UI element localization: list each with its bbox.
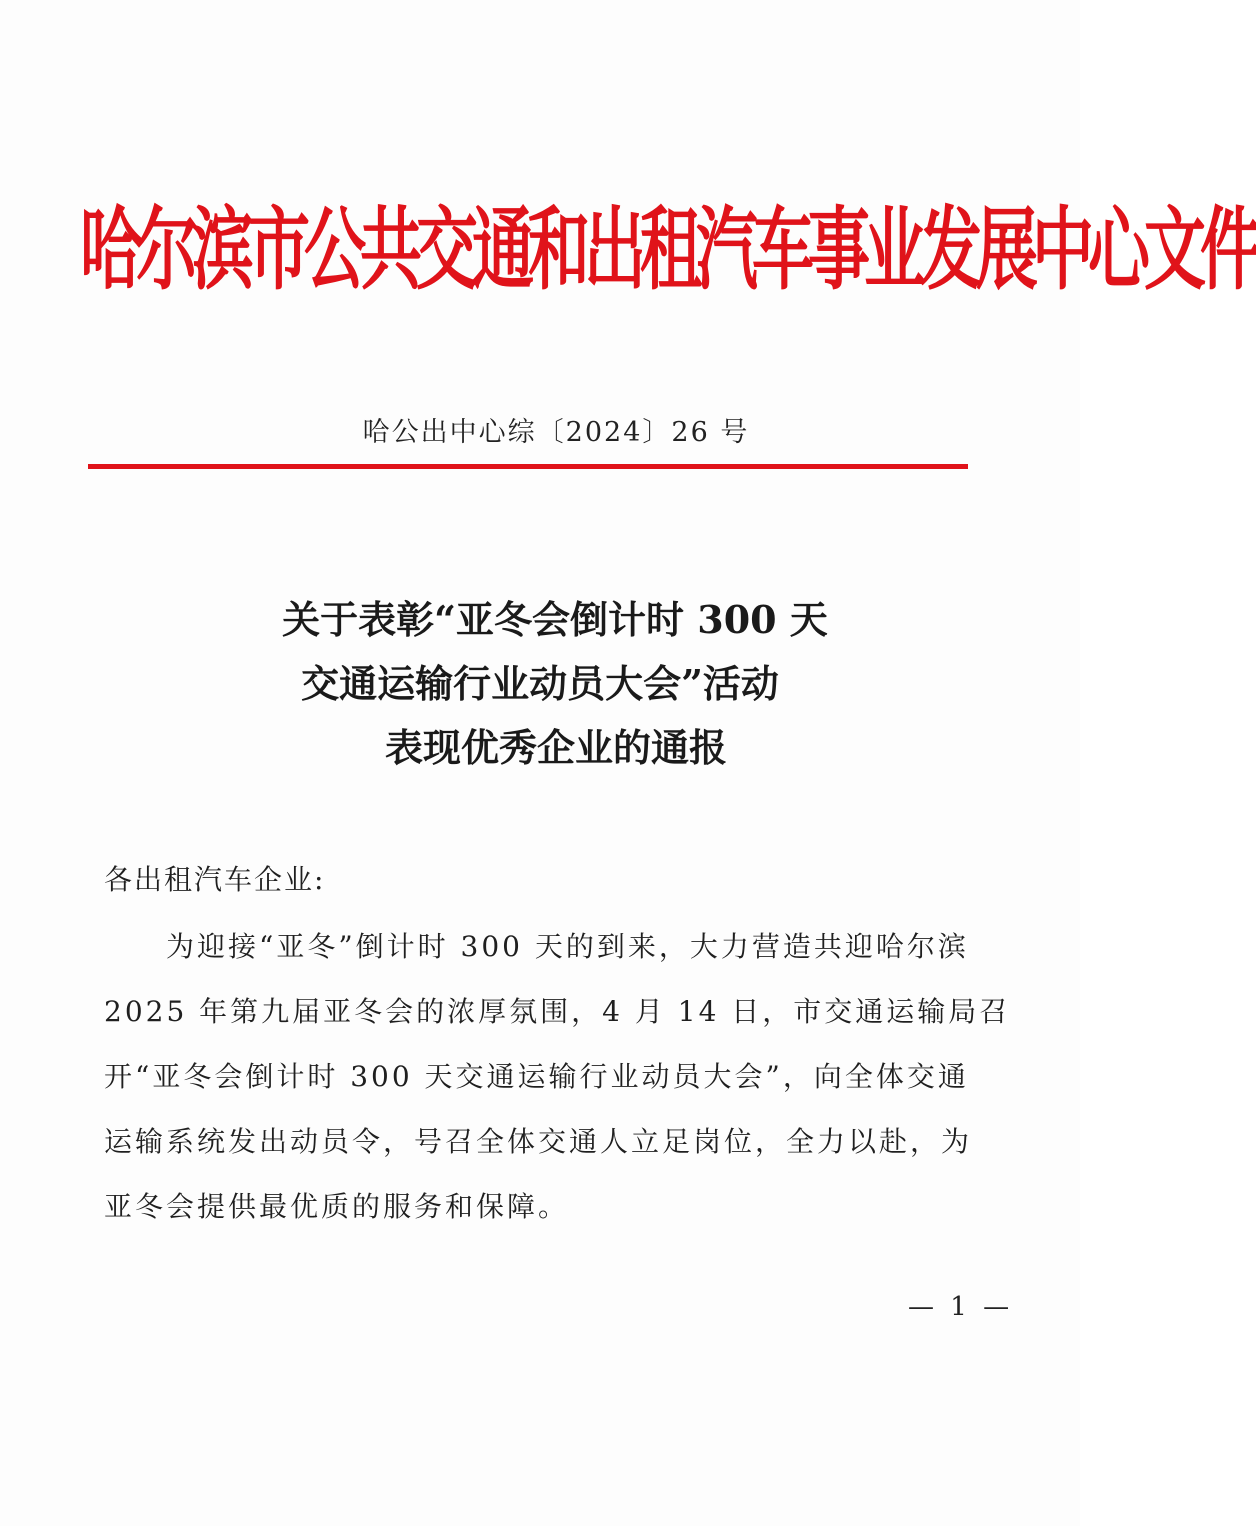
document-title <box>0 588 1080 780</box>
title-line-2: 交通运输行业动员大会”活动 <box>301 661 779 706</box>
red-divider-line <box>88 464 968 469</box>
body-line: 亚冬会提供最优质的服务和保障。 <box>104 1190 570 1223</box>
body-line: 开“亚冬会倒计时 300 天交通运输行业动员大会”，向全体交通 <box>104 1060 969 1093</box>
title-line-3: 表现优秀企业的通报 <box>384 725 727 770</box>
body-paragraph <box>104 914 1009 1239</box>
body-line: 运输系统发出动员令，号召全体交通人立足岗位，全力以赴，为 <box>104 1125 973 1158</box>
salutation: 各出租汽车企业: <box>104 863 326 896</box>
body-line: 2025 年第九届亚冬会的浓厚氛围，4 月 14 日，市交通运输局召 <box>104 995 1011 1028</box>
issuing-authority-header: 哈尔滨市公共交通和出租汽车事业发展中心文件 <box>80 196 1256 303</box>
document-number: 哈公出中心综〔2024〕26 号 <box>362 417 750 448</box>
page-number: — 1 — <box>908 1292 1014 1322</box>
title-line-1: 关于表彰“亚冬会倒计时 300 天 <box>282 597 828 642</box>
body-line: 为迎接“亚冬”倒计时 300 天的到来，大力营造共迎哈尔滨 <box>166 930 969 963</box>
